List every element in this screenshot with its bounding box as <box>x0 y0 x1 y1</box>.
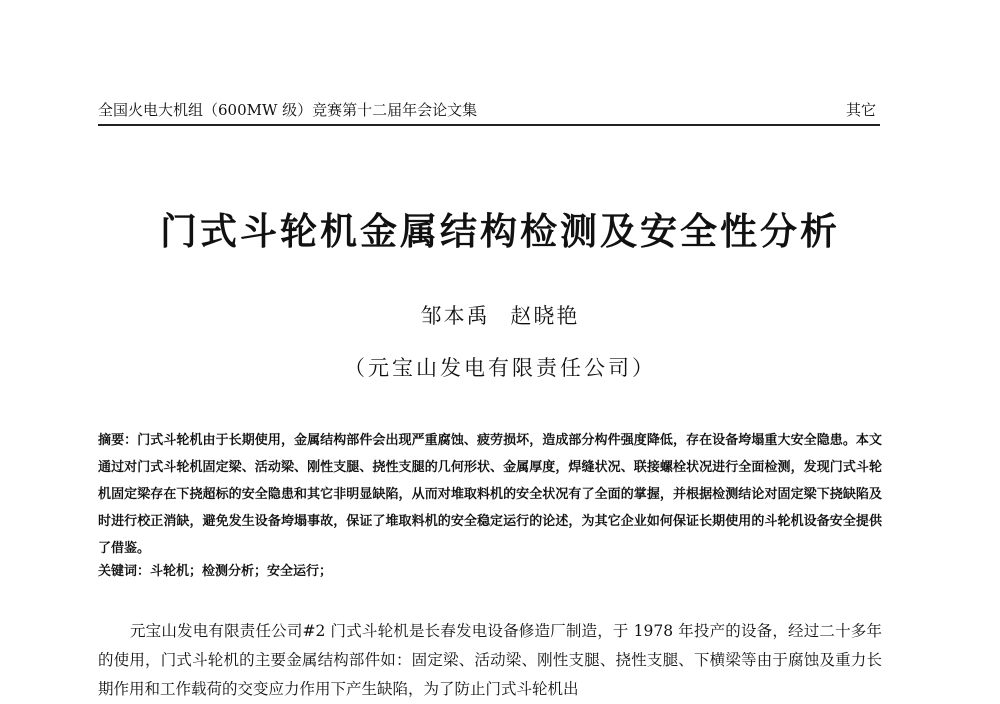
author-2: 赵晓艳 <box>510 304 580 328</box>
author-1: 邹本禹 <box>420 304 490 328</box>
header-rule <box>98 124 880 126</box>
section-label: 其它 <box>845 101 876 119</box>
abstract-label: 摘要： <box>98 433 138 448</box>
affiliation: （元宝山发电有限责任公司） <box>344 356 656 380</box>
keywords-text: 斗轮机；检测分析；安全运行； <box>150 564 333 579</box>
abstract <box>98 427 882 562</box>
paper-title: 门式斗轮机金属结构检测及安全性分析 <box>160 210 840 253</box>
body-paragraph: 元宝山发电有限责任公司#2 门式斗轮机是长春发电设备修造厂制造，于 1978 年投产的设备，经过二十多年的使用，门式斗轮机的主要金属结构部件如：固定梁、活动梁、刚性支腿、挠性支腿、下横梁等由于腐蚀及重力长期作用和工作载荷的交变应力作用下产生缺陷，为了防止门式斗轮机出 <box>98 622 882 698</box>
abstract-text: 门式斗轮机由于长期使用，金属结构部件会出现严重腐蚀、疲劳损坏，造成部分构件强度降低，存在设备垮塌重大安全隐患。本文通过对门式斗轮机固定梁、活动梁、刚性支腿、挠性支腿的几何形状、金属厚度，焊缝状况、联接螺栓状况进行全面检测，发现门式斗轮机固定梁存在下挠超标的安全隐患和其它非明显缺陷，从而对堆取料机的安全状况有了全面的掌握，并根据检测结论对固定梁下挠缺陷及时进行校正消缺，避免发生设备垮塌事故，保证了堆取料机的安全稳定运行的论述，为其它企业如何保证长期使用的斗轮机设备安全提供了借鉴。 <box>98 433 882 556</box>
keywords <box>98 561 882 583</box>
authors <box>0 300 1000 330</box>
journal-title: 全国火电大机组（600MW 级）竞赛第十二届年会论文集 <box>98 101 478 119</box>
keywords-label: 关键词： <box>98 564 151 579</box>
